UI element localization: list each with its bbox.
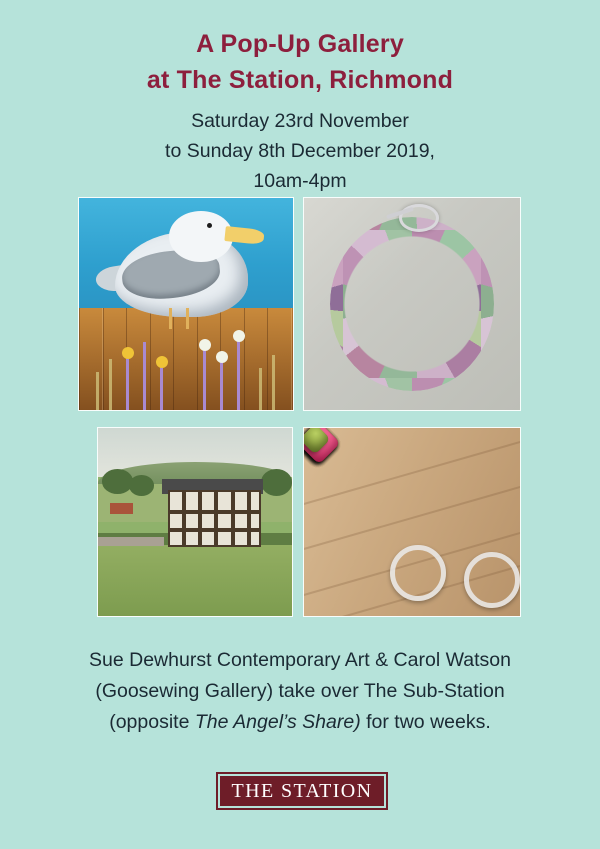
- body-line-3-prefix: (opposite: [109, 711, 195, 733]
- body-line-3: [0, 707, 600, 738]
- poster-dates: [0, 106, 600, 196]
- ring-band-right: [464, 552, 520, 608]
- image-crystal-rings: [304, 428, 520, 616]
- tree: [261, 469, 292, 495]
- red-roof-building: [110, 503, 133, 514]
- ring-band-left: [390, 545, 446, 601]
- poster-title-line-1: A Pop-Up Gallery: [196, 30, 404, 58]
- body-line-2: (Goosewing Gallery) take over The Sub-Station: [95, 680, 505, 702]
- the-station-logo: [216, 772, 388, 810]
- tree: [102, 469, 133, 493]
- foreground-field: [98, 545, 292, 616]
- poster-body-text: [0, 645, 600, 738]
- image-seagull-painting: [79, 198, 293, 410]
- date-line-2: to Sunday 8th December 2019,: [165, 140, 435, 162]
- seagull-artwork: [79, 198, 293, 410]
- logo-text: THE STATION: [231, 779, 373, 802]
- date-line-3: 10am-4pm: [253, 170, 347, 192]
- bracelet-photo: [304, 198, 520, 410]
- bracelet-strand: [330, 217, 494, 391]
- image-gemstone-bracelet: [304, 198, 520, 410]
- timber-framed-barn: [168, 490, 261, 547]
- poster-title-line-2: at The Station, Richmond: [146, 66, 454, 94]
- poster-header: [0, 0, 600, 196]
- image-grid: [0, 198, 600, 621]
- bird-head: [169, 211, 233, 262]
- body-line-3-suffix: for two weeks.: [360, 711, 491, 733]
- tree: [129, 475, 154, 496]
- landscape-artwork: [98, 428, 292, 616]
- rings-photo: [304, 428, 520, 616]
- body-line-1: Sue Dewhurst Contemporary Art & Carol Watson: [89, 649, 511, 671]
- stone-wall: [98, 537, 164, 546]
- date-line-1: Saturday 23rd November: [191, 110, 409, 132]
- venue-name-italic: The Angel’s Share): [194, 711, 361, 733]
- image-barn-landscape: [98, 428, 292, 616]
